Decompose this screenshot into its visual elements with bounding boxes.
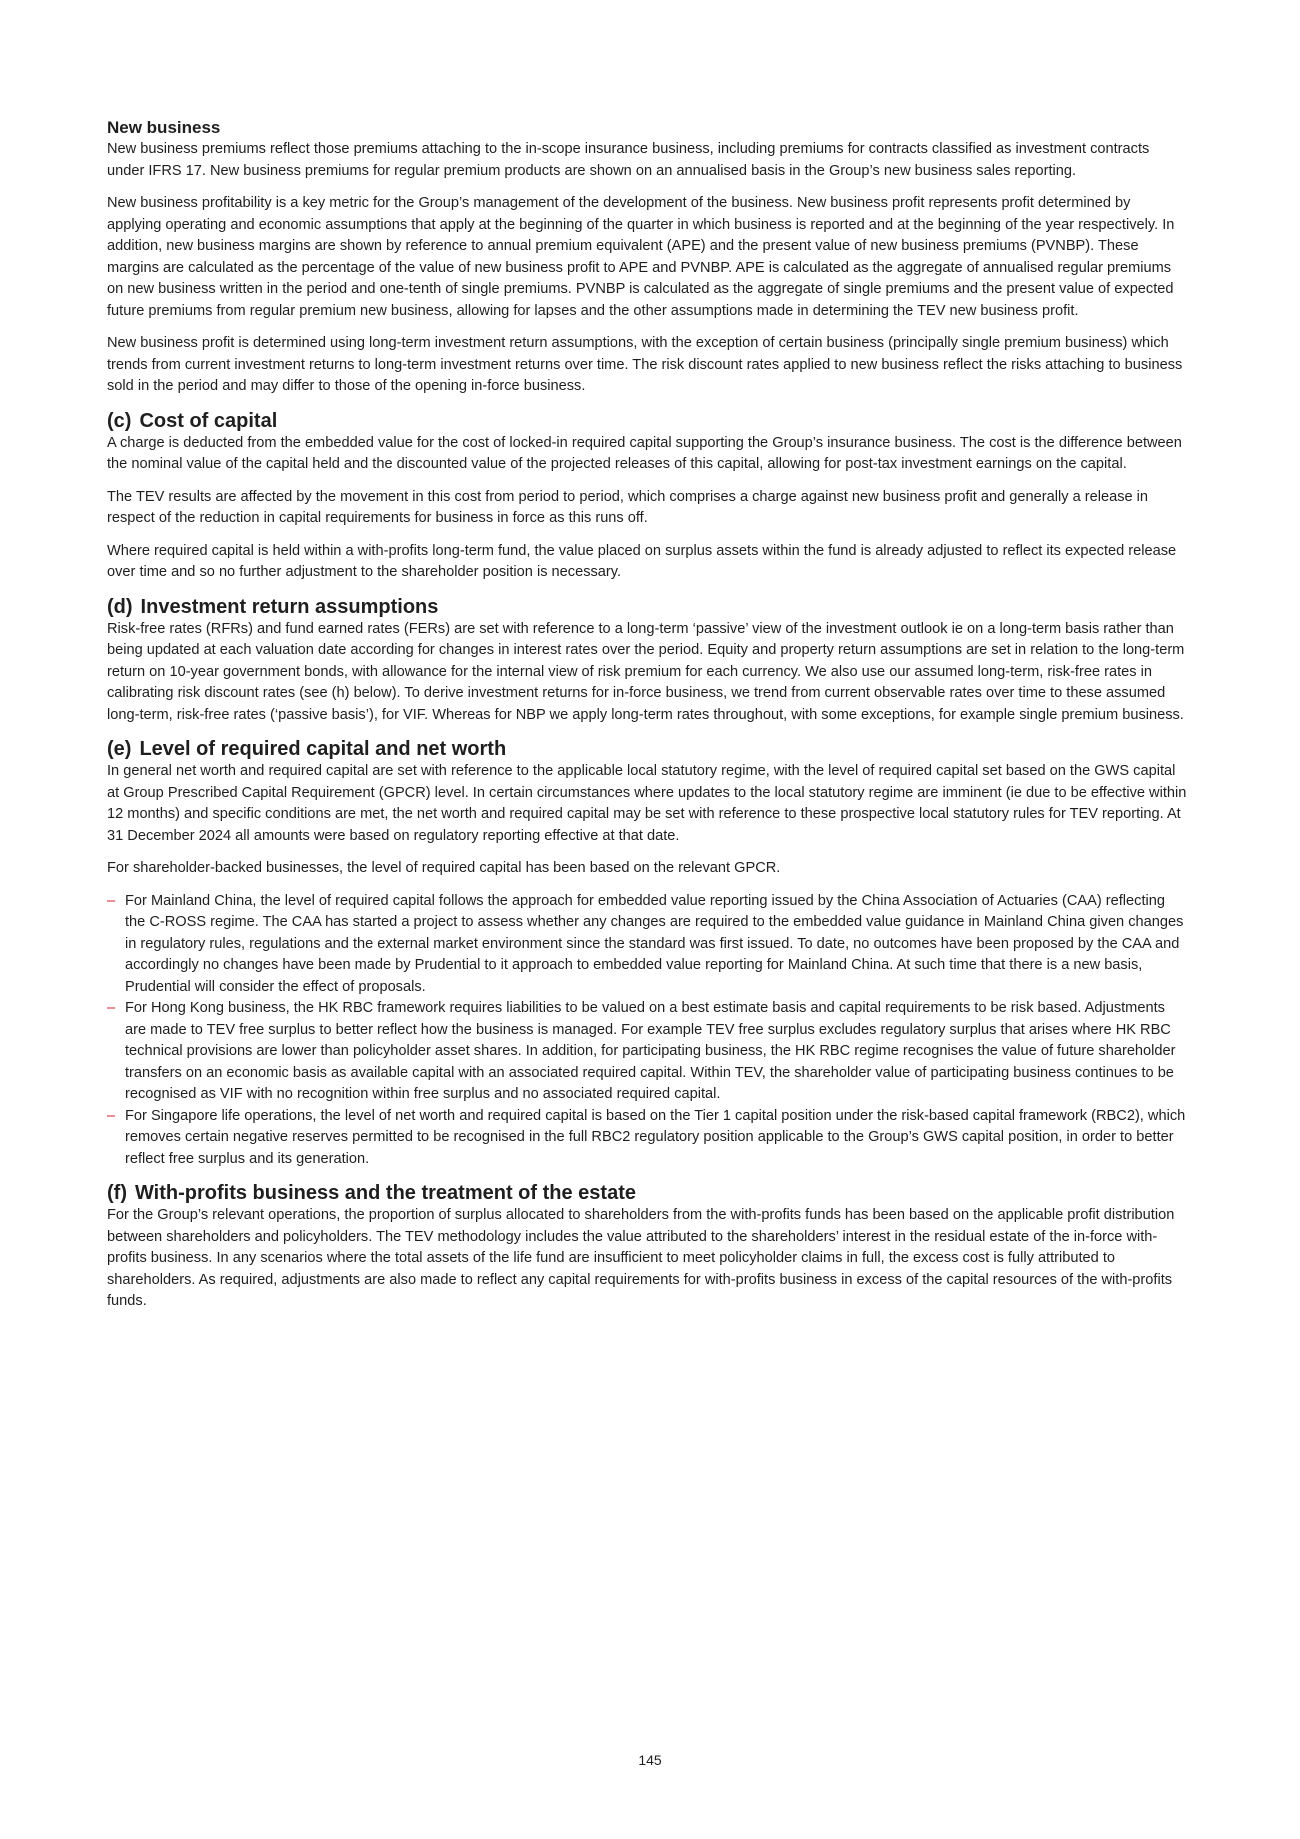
heading-required-capital xyxy=(107,737,1187,761)
bullet-dash: – xyxy=(107,1107,116,1124)
heading-investment-return xyxy=(107,595,1187,619)
paragraph: The TEV results are affected by the movement in this cost from period to period, which comprises a charge against new business profit and generally a release in respect of the reduction in capital requirements for business in force as this runs off. xyxy=(107,488,1149,526)
section-heading-text: Investment return assumptions xyxy=(140,595,439,618)
list-item xyxy=(107,1106,1187,1171)
paragraph: A charge is deducted from the embedded value for the cost of locked-in required capital supporting the Group’s insurance business. The cost is the difference between the nominal value of the capital held and the discounted value of the projected releases of this capital, allowing for post-tax investment earnings on the capital. xyxy=(107,434,1182,472)
section-heading-text: Cost of capital xyxy=(139,409,278,432)
section-new-business xyxy=(107,117,1187,398)
paragraph: New business profit is determined using long-term investment return assumptions, with the exception of certain business (principally single premium business) which trends from current investment returns to long-term investment returns over time. The risk discount rates applied to new business reflect the risks attaching to business sold in the period and may differ to those of the opening in-force business. xyxy=(107,335,1183,394)
section-cost-of-capital xyxy=(107,409,1187,584)
list-item xyxy=(107,891,1187,999)
bullet-dash: – xyxy=(107,1000,116,1016)
heading-new-business: New business xyxy=(107,118,221,137)
section-with-profits xyxy=(107,1181,1187,1313)
bullet-list xyxy=(107,891,1187,1171)
document-page xyxy=(107,117,1187,1324)
section-required-capital xyxy=(107,737,1187,1170)
paragraph: Where required capital is held within a with-profits long-term fund, the value placed on surplus assets within the fund is already adjusted to reflect its expected release over time and so no further adjustment to the shareholder position is necessary. xyxy=(107,542,1177,580)
list-item-text: For Hong Kong business, the HK RBC framework requires liabilities to be valued on a best estimate basis and capital requirements to be risk based. Adjustments are made to TEV free surplus to better reflect how the business is managed. For example TEV free surplus excludes regulatory surplus that arises where HK RBC technical provisions are lower than policyholder asset shares. In addition, for participating business, the HK RBC regime recognises the value of future shareholder transfers on an economic basis as available capital with an associated required capital. Within TEV, the shareholder value of participating business continues to be recognised as VIF with no recognition within free surplus and no associated required capital. xyxy=(125,1000,1176,1102)
paragraph: Risk-free rates (RFRs) and fund earned rates (FERs) are set with reference to a long-term ‘passive’ view of the investment outlook ie on a long-term basis rather than being updated at each valuation date according for changes in interest rates over the period. Equity and property return assumptions are set in relation to the long-term return on 10-year government bonds, with allowance for the internal view of risk premium for each currency. We also use our assumed long-term, risk-free rates in calibrating risk discount rates (see (h) below). To derive investment returns for in-force business, we trend from current observable rates over time to these assumed long-term, risk-free rates (‘passive basis’), for VIF. Whereas for NBP we apply long-term rates throughout, with some exceptions, for example single premium business. xyxy=(107,620,1185,723)
section-label: (c) xyxy=(107,409,132,432)
list-item-text: For Mainland China, the level of required capital follows the approach for embedded value reporting issued by the China Association of Actuaries (CAA) reflecting the C-ROSS regime. The CAA has started a project to assess whether any changes are required to the embedded value guidance in Mainland China given changes in regulatory rules, regulations and the external market environment since the standard was first issued. To date, no outcomes have been proposed by the CAA and accordingly no changes have been made by Prudential to it approach to embedded value reporting for Mainland China. At such time that there is a new basis, Prudential will consider the effect of proposals. xyxy=(125,892,1184,995)
paragraph: New business profitability is a key metric for the Group’s management of the development of the business. New business profit represents profit determined by applying operating and economic assumptions that apply at the beginning of the quarter in which business is reported and at the beginning of the year respectively. In addition, new business margins are shown by reference to annual premium equivalent (APE) and the present value of new business premiums (PVNBP). These margins are calculated as the percentage of the value of new business profit to APE and PVNBP. APE is calculated as the aggregate of annualised regular premiums on new business written in the period and one-tenth of single premiums. PVNBP is calculated as the aggregate of single premiums and the present value of expected future premiums from regular premium new business, allowing for lapses and the other assumptions made in determining the TEV new business profit. xyxy=(107,195,1175,319)
page-number: 145 xyxy=(638,1752,662,1768)
section-investment-return xyxy=(107,595,1187,727)
section-label: (d) xyxy=(107,595,133,618)
paragraph: In general net worth and required capital are set with reference to the applicable local statutory regime, with the level of required capital set based on the GWS capital at Group Prescribed Capital Requirement (GPCR) level. In certain circumstances where updates to the local statutory regime are imminent (ie due to be effective within 12 months) and specific conditions are met, the net worth and required capital may be set with reference to these prospective local statutory rules for TEV reporting. At 31 December 2024 all amounts were based on regulatory reporting effective at that date. xyxy=(107,763,1187,844)
section-label: (e) xyxy=(107,738,132,760)
bullet-dash: – xyxy=(107,892,116,909)
paragraph: For shareholder-backed businesses, the level of required capital has been based on the relevant GPCR. xyxy=(107,860,781,876)
paragraph: New business premiums reflect those premiums attaching to the in-scope insurance business, including premiums for contracts classified as investment contracts under IFRS 17. New business premiums for regular premium products are shown on an annualised basis in the Group’s new business sales reporting. xyxy=(107,141,1150,179)
section-label: (f) xyxy=(107,1182,127,1204)
paragraph: For the Group’s relevant operations, the proportion of surplus allocated to shareholders from the with-profits funds has been based on the applicable profit distribution between shareholders and policyholders. The TEV methodology includes the value attributed to the shareholders’ interest in the residual estate of the in-force with-profits business. In any scenarios where the total assets of the life fund are insufficient to meet policyholder claims in full, the excess cost is fully attributed to shareholders. As required, adjustments are also made to reflect any capital requirements for with-profits business in excess of the capital resources of the with-profits funds. xyxy=(107,1207,1175,1309)
list-item-text: For Singapore life operations, the level of net worth and required capital is based on the Tier 1 capital position under the risk-based capital framework (RBC2), which removes certain negative reserves permitted to be recognised in the full RBC2 regulatory position applicable to the Group’s GWS capital position, in order to better reflect free surplus and its generation. xyxy=(125,1107,1186,1167)
section-heading-text: With-profits business and the treatment of the estate xyxy=(134,1182,636,1204)
section-heading-text: Level of required capital and net worth xyxy=(139,738,507,760)
heading-with-profits xyxy=(107,1181,1187,1205)
list-item xyxy=(107,998,1187,1106)
heading-cost-of-capital xyxy=(107,409,1187,433)
